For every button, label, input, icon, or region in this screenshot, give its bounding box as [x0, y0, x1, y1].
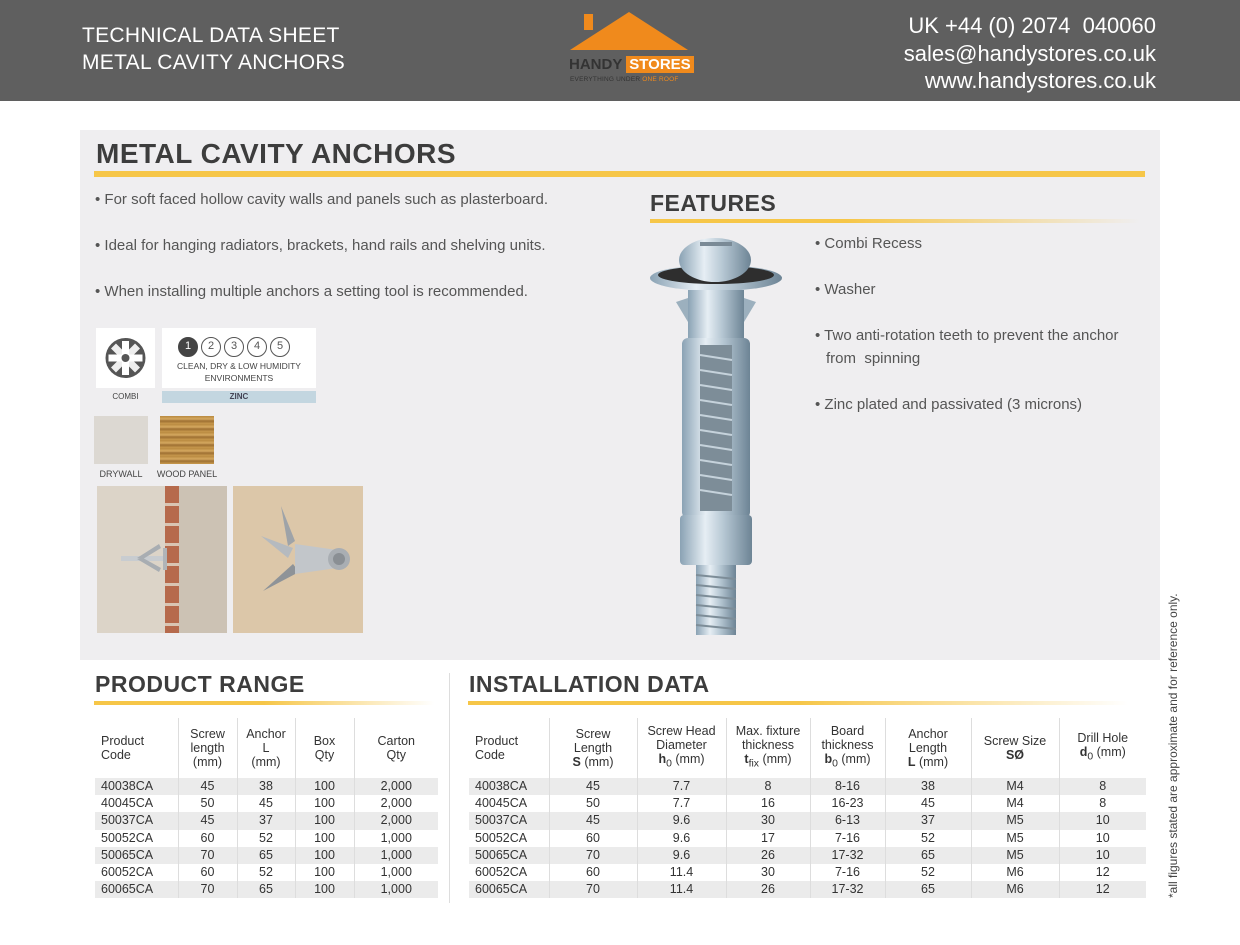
anchor-in-wall-icon [97, 486, 227, 633]
col-header-drill-hole: Drill Hole $d_0$ (mm) [1059, 718, 1146, 778]
installation-data-heading: INSTALLATION DATA [469, 671, 710, 697]
logo-tagline-a: EVERYTHING UNDER [570, 76, 643, 83]
combi-recess-icon-box [96, 328, 155, 388]
website-link[interactable]: www.handystores.co.uk [924, 68, 1156, 93]
table-row: 40045CA 50 45 100 2,000 [95, 795, 438, 812]
email-link[interactable]: sales@handystores.co.uk [903, 40, 1156, 66]
feature-item: • Combi Recess [815, 235, 922, 252]
features-underline [650, 219, 1140, 223]
handy-stores-logo[interactable] [566, 10, 692, 90]
logo-word-stores: STORES [626, 56, 693, 73]
environment-description [162, 360, 316, 384]
environment-text-line2: ENVIRONMENTS [204, 373, 274, 383]
environment-class-scale [178, 336, 293, 357]
bullet-item: • Ideal for hanging radiators, brackets, hand rails and shelving units. [95, 237, 546, 254]
feature-item [815, 324, 1140, 370]
logo-word-handy: HANDY [569, 56, 623, 73]
section-divider [449, 673, 450, 903]
expanded-anchor-photo [233, 486, 363, 633]
installation-data-table [469, 718, 1146, 898]
col-header-max-fixture-thickness: Max. fixture thickness $t_{fix}$ (mm) [726, 718, 810, 778]
header-title [82, 22, 345, 76]
col-header-product-code: Product Code [101, 734, 145, 762]
installation-data-underline [468, 701, 1128, 705]
table-row: 60052CA 60 52 100 1,000 [95, 864, 438, 881]
col-header-anchor-length: Anchor L (mm) [237, 718, 295, 778]
table-header-row [469, 718, 1146, 778]
header-title-line2: METAL CAVITY ANCHORS [82, 51, 346, 74]
col-header-product-code: Product Code [475, 734, 519, 762]
feature-item: • Washer [815, 281, 876, 298]
table-row: 60065CA 70 65 100 1,000 [95, 881, 438, 898]
features-list [815, 232, 1140, 439]
col-header-screw-length: Screw Length S (mm) [549, 718, 637, 778]
combi-recess-icon [96, 328, 155, 388]
header-title-line1: TECHNICAL DATA SHEET [82, 24, 340, 47]
environment-class-3: 3 [224, 337, 244, 357]
features-heading: FEATURES [650, 190, 777, 216]
page-title: METAL CAVITY ANCHORS [96, 138, 457, 169]
table-row: 40045CA 50 7.7 16 16-23 45 M4 8 [469, 795, 1146, 812]
title-underline [94, 171, 1145, 177]
contact-info [904, 12, 1156, 95]
drywall-label: DRYWALL [99, 469, 143, 479]
table-row: 60052CA 60 11.4 30 7-16 52 M6 12 [469, 864, 1146, 881]
col-header-box-qty: Box Qty [295, 718, 354, 778]
col-header-screw-length: Screw length (mm) [178, 718, 237, 778]
col-header-board-thickness: Board thickness $b_0$ (mm) [810, 718, 885, 778]
col-header-anchor-length: Anchor Length L (mm) [885, 718, 971, 778]
feature-item-line: • Two anti-rotation teeth to prevent the anchor [815, 327, 1119, 344]
metal-cavity-anchor-illustration [640, 230, 790, 640]
product-range-rows [95, 778, 438, 898]
finish-zinc-bar: ZINC [162, 391, 316, 403]
expanded-anchor-icon [233, 486, 363, 633]
logo-wordmark [569, 56, 694, 73]
col-header-carton-qty: Carton Qty [354, 718, 438, 778]
installation-data-rows [469, 778, 1146, 898]
table-row: 50065CA 70 65 100 1,000 [95, 847, 438, 864]
product-range-underline [94, 701, 434, 705]
table-header-row [95, 718, 438, 778]
combi-label: COMBI [112, 392, 139, 401]
header-bar [0, 0, 1240, 101]
environment-class-5: 5 [270, 337, 290, 357]
wood-panel-label: WOOD PANEL [156, 469, 218, 479]
bullet-item: • For soft faced hollow cavity walls and panels such as plasterboard. [95, 191, 548, 208]
environment-class-4: 4 [247, 337, 267, 357]
product-range-heading: PRODUCT RANGE [95, 671, 305, 697]
installed-anchor-photo [97, 486, 227, 633]
table-row: 50052CA 60 9.6 17 7-16 52 M5 10 [469, 830, 1146, 847]
house-roof-icon [566, 10, 692, 52]
bullet-item: • When installing multiple anchors a setting tool is recommended. [95, 283, 528, 300]
table-row: 40038CA 45 7.7 8 8-16 38 M4 8 [469, 778, 1146, 795]
feature-item: • Zinc plated and passivated (3 microns) [815, 396, 1083, 413]
table-row: 50037CA 45 37 100 2,000 [95, 812, 438, 829]
logo-tagline [570, 76, 679, 83]
disclaimer-note: *all figures stated are approximate and for reference only. [1166, 593, 1180, 898]
environment-text-line1: CLEAN, DRY & LOW HUMIDITY [177, 361, 301, 371]
col-header-screw-head-diameter: Screw Head Diameter $h_0$ (mm) [637, 718, 726, 778]
table-row: 50052CA 60 52 100 1,000 [95, 830, 438, 847]
table-row: 40038CA 45 38 100 2,000 [95, 778, 438, 795]
table-row: 60065CA 70 11.4 26 17-32 65 M6 12 [469, 881, 1146, 898]
col-header-screw-size: Screw Size SØ [971, 718, 1059, 778]
overview-bullets [95, 190, 595, 328]
product-range-table [95, 718, 438, 898]
feature-item-line: from spinning [826, 350, 921, 367]
table-row: 50065CA 70 9.6 26 17-32 65 M5 10 [469, 847, 1146, 864]
drywall-swatch [94, 416, 148, 464]
phone-number[interactable]: UK +44 (0) 2074 040060 [908, 13, 1156, 38]
wood-panel-swatch [160, 416, 214, 464]
logo-tagline-b: ONE ROOF [642, 76, 679, 83]
table-row: 50037CA 45 9.6 30 6-13 37 M5 10 [469, 812, 1146, 829]
environment-class-2: 2 [201, 337, 221, 357]
environment-class-1: 1 [178, 337, 198, 357]
